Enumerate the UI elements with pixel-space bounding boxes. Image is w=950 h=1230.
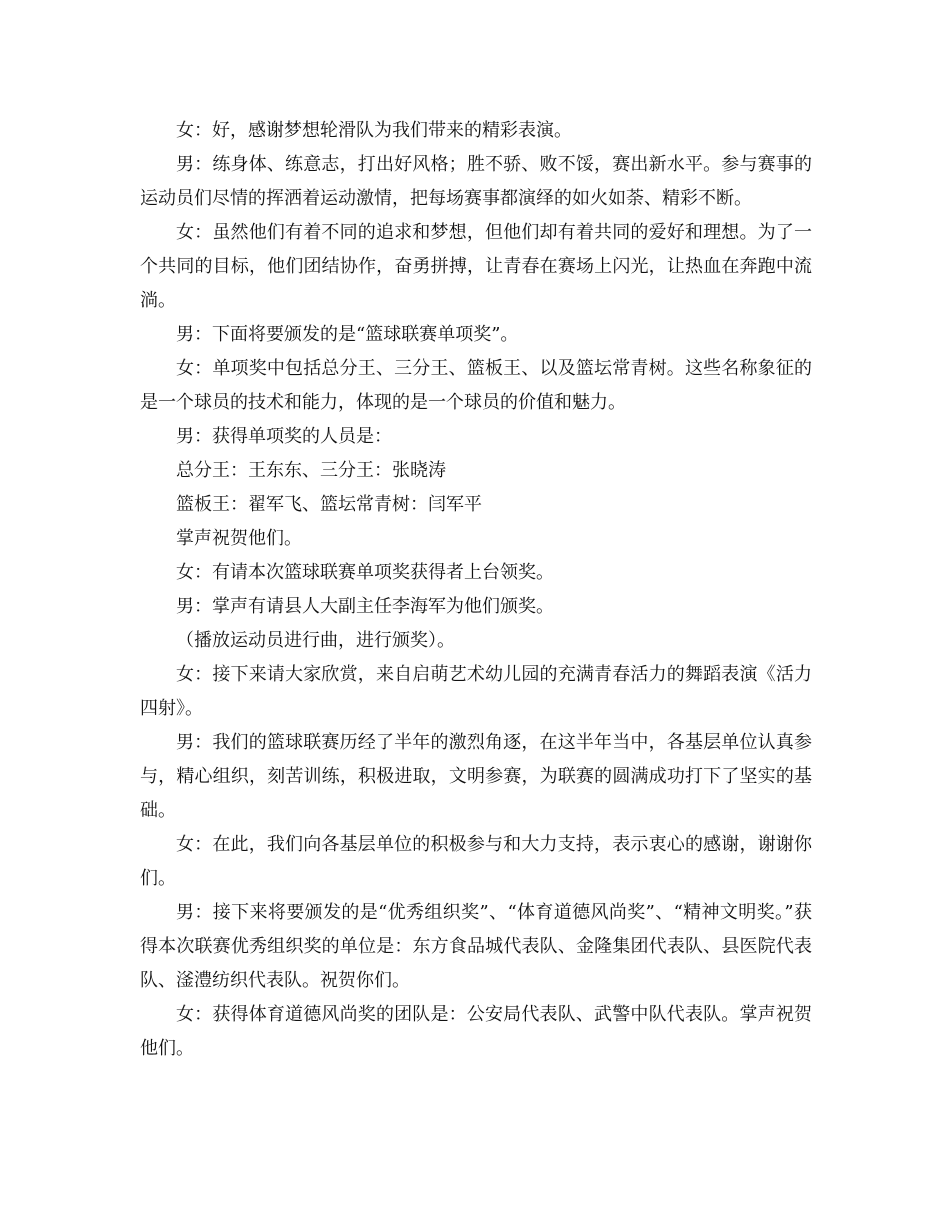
paragraph: 女：接下来请大家欣赏，来自启萌艺术幼儿园的充满青春活力的舞蹈表演《活力四射》。 bbox=[140, 664, 812, 719]
paragraph: 男：接下来将要颁发的是“优秀组织奖”、“体育道德风尚奖”、“精神文明奖。”获得本次联赛优秀组织奖的单位是：东方食品城代表队、金隆集团代表队、县医院代表队、滏澧纺织代表队。祝贺你们。 bbox=[140, 902, 812, 991]
paragraph: 女：单项奖中包括总分王、三分王、篮板王、以及篮坛常青树。这些名称象征的是一个球员的技术和能力，体现的是一个球员的价值和魅力。 bbox=[140, 358, 812, 413]
paragraph: 男：我们的篮球联赛历经了半年的激烈角逐，在这半年当中，各基层单位认真参与，精心组织，刻苦训练，积极进取，文明参赛，为联赛的圆满成功打下了坚实的基础。 bbox=[140, 732, 812, 821]
paragraph: 男：掌声有请县人大副主任李海军为他们颁奖。 bbox=[176, 596, 554, 617]
paragraph: 女：虽然他们有着不同的追求和梦想，但他们却有着共同的爱好和理想。为了一个共同的目标，他们团结协作，奋勇拼搏，让青春在赛场上闪光，让热血在奔跑中流淌。 bbox=[140, 222, 812, 311]
paragraph: 女：好，感谢梦想轮滑队为我们带来的精彩表演。 bbox=[176, 120, 572, 141]
paragraph: 女：获得体育道德风尚奖的团队是：公安局代表队、武警中队代表队。掌声祝贺他们。 bbox=[140, 1004, 812, 1059]
award-list-line: 总分王：王东东、三分王：张晓涛 bbox=[176, 460, 446, 481]
paragraph: 女：在此，我们向各基层单位的积极参与和大力支持，表示衷心的感谢，谢谢你们。 bbox=[140, 834, 812, 889]
award-list-line: 篮板王：翟军飞、篮坛常青树：闫军平 bbox=[176, 494, 482, 515]
document-body bbox=[140, 114, 812, 1066]
stage-direction: （播放运动员进行曲，进行颁奖）。 bbox=[176, 630, 455, 651]
paragraph: 男：获得单项奖的人员是： bbox=[176, 426, 392, 447]
paragraph: 男：下面将要颁发的是“篮球联赛单项奖”。 bbox=[176, 324, 519, 345]
paragraph: 男：练身体、练意志，打出好风格；胜不骄、败不馁，赛出新水平。参与赛事的运动员们尽情的挥洒着运动激情，把每场赛事都演绎的如火如荼、精彩不断。 bbox=[140, 154, 812, 209]
paragraph: 女：有请本次篮球联赛单项奖获得者上台领奖。 bbox=[176, 562, 554, 583]
paragraph: 掌声祝贺他们。 bbox=[176, 528, 302, 549]
